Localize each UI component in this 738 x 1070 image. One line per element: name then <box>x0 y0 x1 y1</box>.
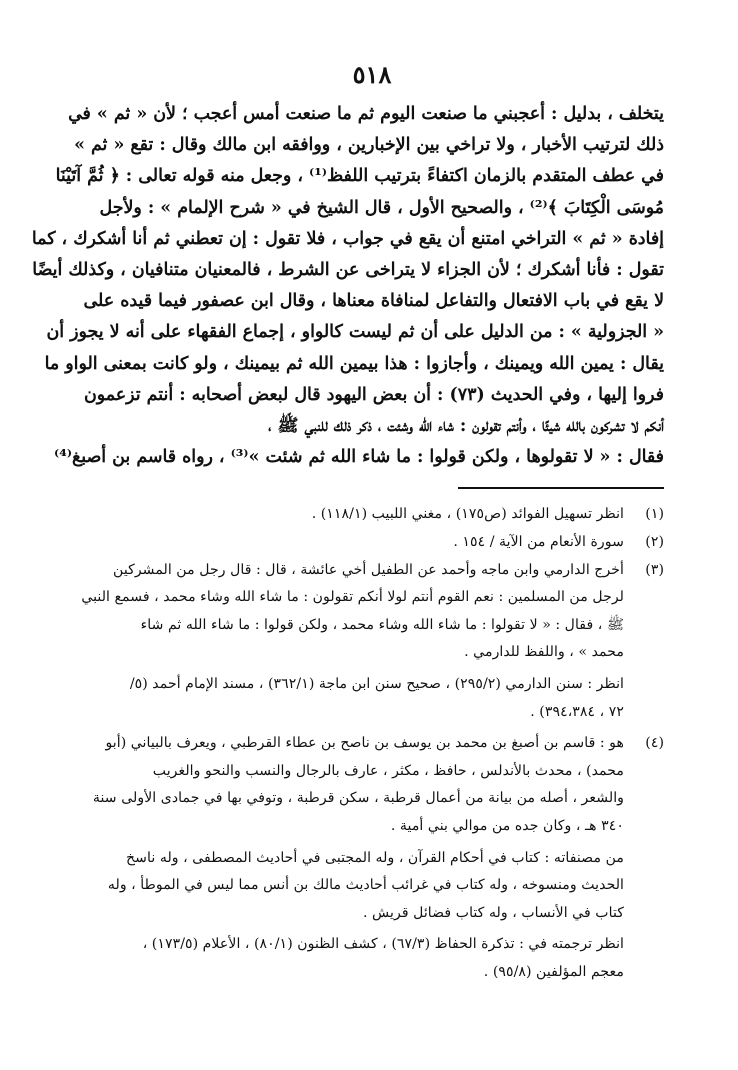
main-text <box>31 99 664 473</box>
footnote-line: ﷺ ، فقال : « لا تقولوا : ما شاء الله وشاء محمد ، ولكن قولوا : ما شاء الله ثم شاء <box>140 616 624 633</box>
page-number: ٥١٨ <box>352 60 392 89</box>
footnote-line: معجم المؤلفين (٩٥/٨) . <box>483 963 624 980</box>
footnote-number: (٢) <box>645 534 664 551</box>
text-line: ذلك لترتيب الأخبار ، ولا تراخي بين الإخبارين ، ووافقه ابن مالك وقال : تقع « ثم » <box>74 135 664 156</box>
footnote-line: من مصنفاته : كتاب في أحكام القرآن ، وله المجتبى في أحاديث المصطفى ، وله ناسخ <box>126 849 624 866</box>
text-line: مُوسَى الْكِتَابَ ﴾⁽²⁾ ، والصحيح الأول ، قال الشيخ في « شرح الإلمام » : ولأجل <box>99 197 664 218</box>
footnote-line: انظر تسهيل الفوائد (ص١٧٥) ، مغني اللبيب (١١٨/١) . <box>311 506 624 523</box>
footnote-4-works <box>80 845 664 928</box>
text-line: إفادة « ثم » التراخي امتنع أن يقع في جواب ، فلا تقول : إن تعطني ثم أنا أشكرك ، كما <box>31 228 664 249</box>
footnote-line: لرجل من المسلمين : نعم القوم أنتم لولا أنكم تقولون : ما شاء الله وشاء محمد ، فسمع النبي <box>81 589 624 606</box>
footnote-3-references <box>80 671 664 726</box>
text-line: لا يقع في باب الافتعال والتفاعل لمنافاة معناها ، وقال ابن عصفور فيما قيده على <box>83 291 664 312</box>
footnote-1 <box>80 501 664 529</box>
text-line: تقول : فأنا أشكرك ؛ لأن الجزاء لا يتراخى عن الشرط ، فالمعنيان متنافيان ، وكذلك أيضًا <box>32 260 664 281</box>
footnote-number: (١) <box>645 506 664 523</box>
footnote-line: ٧٢ ، ٣٩٤،٣٨٤) . <box>530 703 624 720</box>
text-line: أنكم لا تشركون بالله شيئًا ، وأنتم تقولون : شاء الله وشئت ، ذكر ذلك للنبي ﷺ ، <box>268 416 664 437</box>
footnote-line: سورة الأنعام من الآية / ١٥٤ . <box>453 534 624 551</box>
footnote-line: انظر ترجمته في : تذكرة الحفاظ (٦٧/٣) ، كشف الظنون (٨٠/١) ، الأعلام (١٧٣/٥) ، <box>142 936 624 953</box>
footnote-line: كتاب في الأنساب ، وله كتاب فضائل قريش . <box>362 904 624 921</box>
footnote-line: ٣٤٠ هـ ، وكان جده من موالي بني أمية . <box>390 817 624 834</box>
footnote-4 <box>80 730 664 840</box>
footnote-line: هو : قاسم بن أصبغ بن محمد بن يوسف بن ناصح بن عطاء القرطبي ، ويعرف بالبياني (أبو <box>105 735 624 752</box>
footnote-line: والشعر ، أصله من بيانة من أعمال قرطبة ، سكن قرطبة ، وتوفي بها في جمادى الأولى سنة <box>92 790 624 807</box>
text-line: يقال : يمين الله ويمينك ، وأجازوا : هذا بيمين الله ثم بيمينك ، ولو كانت بمعنى الواو ما <box>44 353 664 374</box>
footnote-number: (٤) <box>645 735 664 752</box>
footnote-separator <box>458 487 664 489</box>
text-line: يتخلف ، بدليل : أعجبني ما صنعت اليوم ثم ما صنعت أمس أعجب ؛ لأن « ثم » في <box>68 104 664 124</box>
footnote-number: (٣) <box>645 561 664 578</box>
footnote-line: انظر : سنن الدارمي (٢٩٥/٢) ، صحيح سنن ابن ماجة (٣٦٢/١) ، مسند الإمام أحمد (٥/ <box>129 676 624 692</box>
footnote-4-references <box>80 931 664 986</box>
text-line: « الجزولية » : من الدليل على أن ثم ليست كالواو ، إجماع الفقهاء على أنه لا يجوز أن <box>46 322 664 343</box>
footnote-line: أخرج الدارمي وابن ماجه وأحمد عن الطفيل أخي عائشة ، قال : قال رجل من المشركين <box>113 561 624 578</box>
text-line: في عطف المتقدم بالزمان اكتفاءً بترتيب اللفظ⁽¹⁾ ، وجعل منه قوله تعالى : ﴿ ثُمَّ آتَيْنَا <box>55 166 664 187</box>
footnotes <box>80 501 664 986</box>
footnote-3 <box>80 557 664 667</box>
footnote-line: الحديث ومنسوخه ، وله كتاب في غرائب أحاديث مالك بن أنس مما ليس في الموطأ ، وله <box>107 877 624 894</box>
footnote-2 <box>80 529 664 557</box>
text-line: فقال : « لا تقولوها ، ولكن قولوا : ما شاء الله ثم شئت »⁽³⁾ ، رواه قاسم بن أصبغ⁽⁴⁾ <box>54 447 664 468</box>
text-line: فروا إليها ، وفي الحديث (٧٣) : أن بعض اليهود قال لبعض أصحابه : أنتم تزعمون <box>83 384 664 405</box>
footnote-line: محمد » ، واللفظ للدارمي . <box>464 644 624 661</box>
footnote-line: محمد) ، محدث بالأندلس ، حافظ ، مكثر ، عارف بالرجال والنسب والنحو والغريب <box>152 762 624 779</box>
